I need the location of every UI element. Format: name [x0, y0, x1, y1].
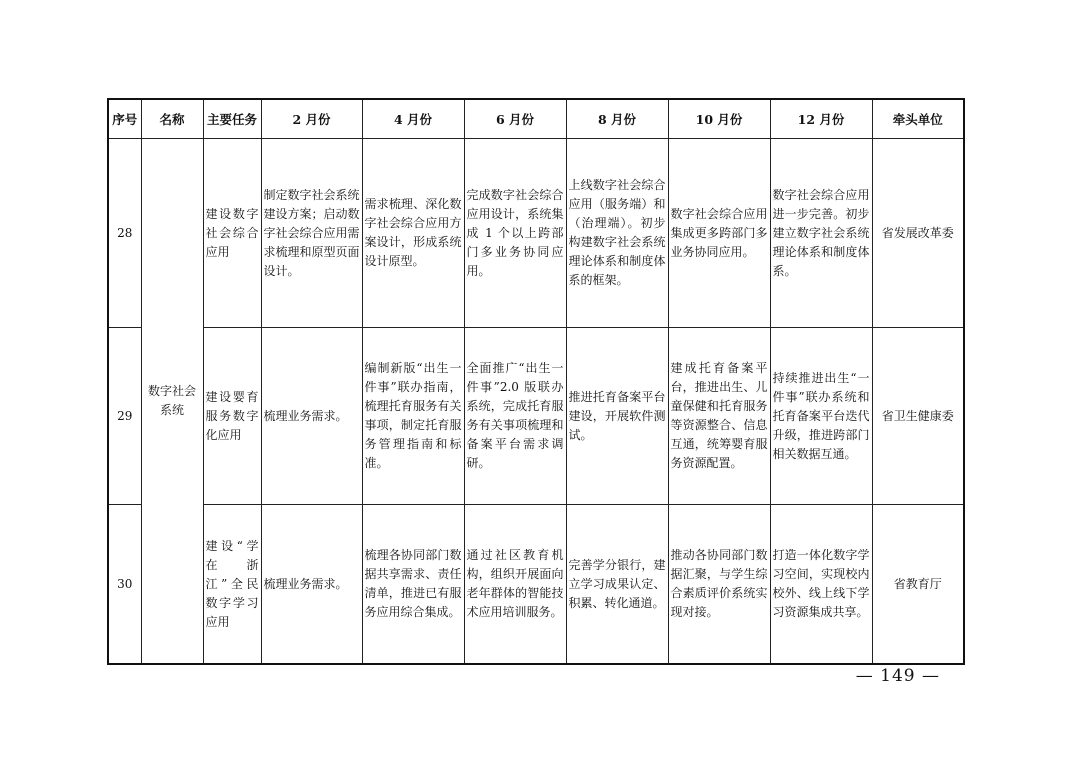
row-apr: 需求梳理、深化数字社会综合应用方案设计，形成系统设计原型。 — [362, 139, 464, 328]
row-apr: 编制新版“出生一件事”联办指南，梳理托育服务有关事项，制定托育服务管理指南和标准。 — [362, 328, 464, 505]
row-lead: 省卫生健康委 — [872, 328, 964, 505]
table-header-row — [108, 99, 964, 139]
row-aug: 完善学分银行，建立学习成果认定、积累、转化通道。 — [566, 505, 668, 665]
row-jun: 通过社区教育机构，组织开展面向老年群体的智能技术应用培训服务。 — [464, 505, 566, 665]
row-feb: 制定数字社会系统建设方案；启动数字社会综合应用需求梳理和原型页面设计。 — [261, 139, 362, 328]
row-aug: 推进托育备案平台建设，开展软件测试。 — [566, 328, 668, 505]
row-task: 建设数字社会综合应用 — [203, 139, 261, 328]
header-jun: 6 月份 — [464, 99, 566, 139]
row-oct: 推动各协同部门数据汇聚，与学生综合素质评价系统实现对接。 — [668, 505, 770, 665]
row-jun: 完成数字社会综合应用设计，系统集成 1 个以上跨部门多业务协同应用。 — [464, 139, 566, 328]
page-number: — 149 — — [855, 666, 940, 686]
row-task: 建设“学在浙江”全民数字学习应用 — [203, 505, 261, 665]
header-lead: 牵头单位 — [872, 99, 964, 139]
table-row — [108, 139, 964, 328]
row-lead: 省发展改革委 — [872, 139, 964, 328]
table-row — [108, 328, 964, 505]
row-feb: 梳理业务需求。 — [261, 505, 362, 665]
row-no: 28 — [108, 139, 141, 328]
row-lead: 省教育厅 — [872, 505, 964, 665]
header-task: 主要任务 — [203, 99, 261, 139]
header-oct: 10 月份 — [668, 99, 770, 139]
row-no: 29 — [108, 328, 141, 505]
row-no: 30 — [108, 505, 141, 665]
row-jun: 全面推广“出生一件事”2.0 版联办系统，完成托育服务有关事项梳理和备案平台需求调研。 — [464, 328, 566, 505]
row-dec: 持续推进出生“一件事”联办系统和托育备案平台迭代升级，推进跨部门相关数据互通。 — [770, 328, 872, 505]
row-oct: 数字社会综合应用集成更多跨部门多业务协同应用。 — [668, 139, 770, 328]
table-row — [108, 505, 964, 665]
row-feb: 梳理业务需求。 — [261, 328, 362, 505]
row-oct: 建成托育备案平台，推进出生、儿童保健和托育服务等资源整合、信息互通，统筹婴育服务资源配置。 — [668, 328, 770, 505]
row-dec: 打造一体化数字学习空间，实现校内校外、线上线下学习资源集成共享。 — [770, 505, 872, 665]
header-no: 序号 — [108, 99, 141, 139]
header-feb: 2 月份 — [261, 99, 362, 139]
row-aug: 上线数字社会综合应用（服务端）和（治理端）。初步构建数字社会系统理论体系和制度体系的框架。 — [566, 139, 668, 328]
row-task: 建设婴育服务数字化应用 — [203, 328, 261, 505]
task-schedule-table — [107, 98, 965, 665]
header-aug: 8 月份 — [566, 99, 668, 139]
header-dec: 12 月份 — [770, 99, 872, 139]
header-apr: 4 月份 — [362, 99, 464, 139]
row-dec: 数字社会综合应用进一步完善。初步建立数字社会系统理论体系和制度体系。 — [770, 139, 872, 328]
row-apr: 梳理各协同部门数据共享需求、责任清单，推进已有服务应用综合集成。 — [362, 505, 464, 665]
header-name: 名称 — [141, 99, 203, 139]
group-name-cell: 数字社会系统 — [141, 139, 203, 665]
